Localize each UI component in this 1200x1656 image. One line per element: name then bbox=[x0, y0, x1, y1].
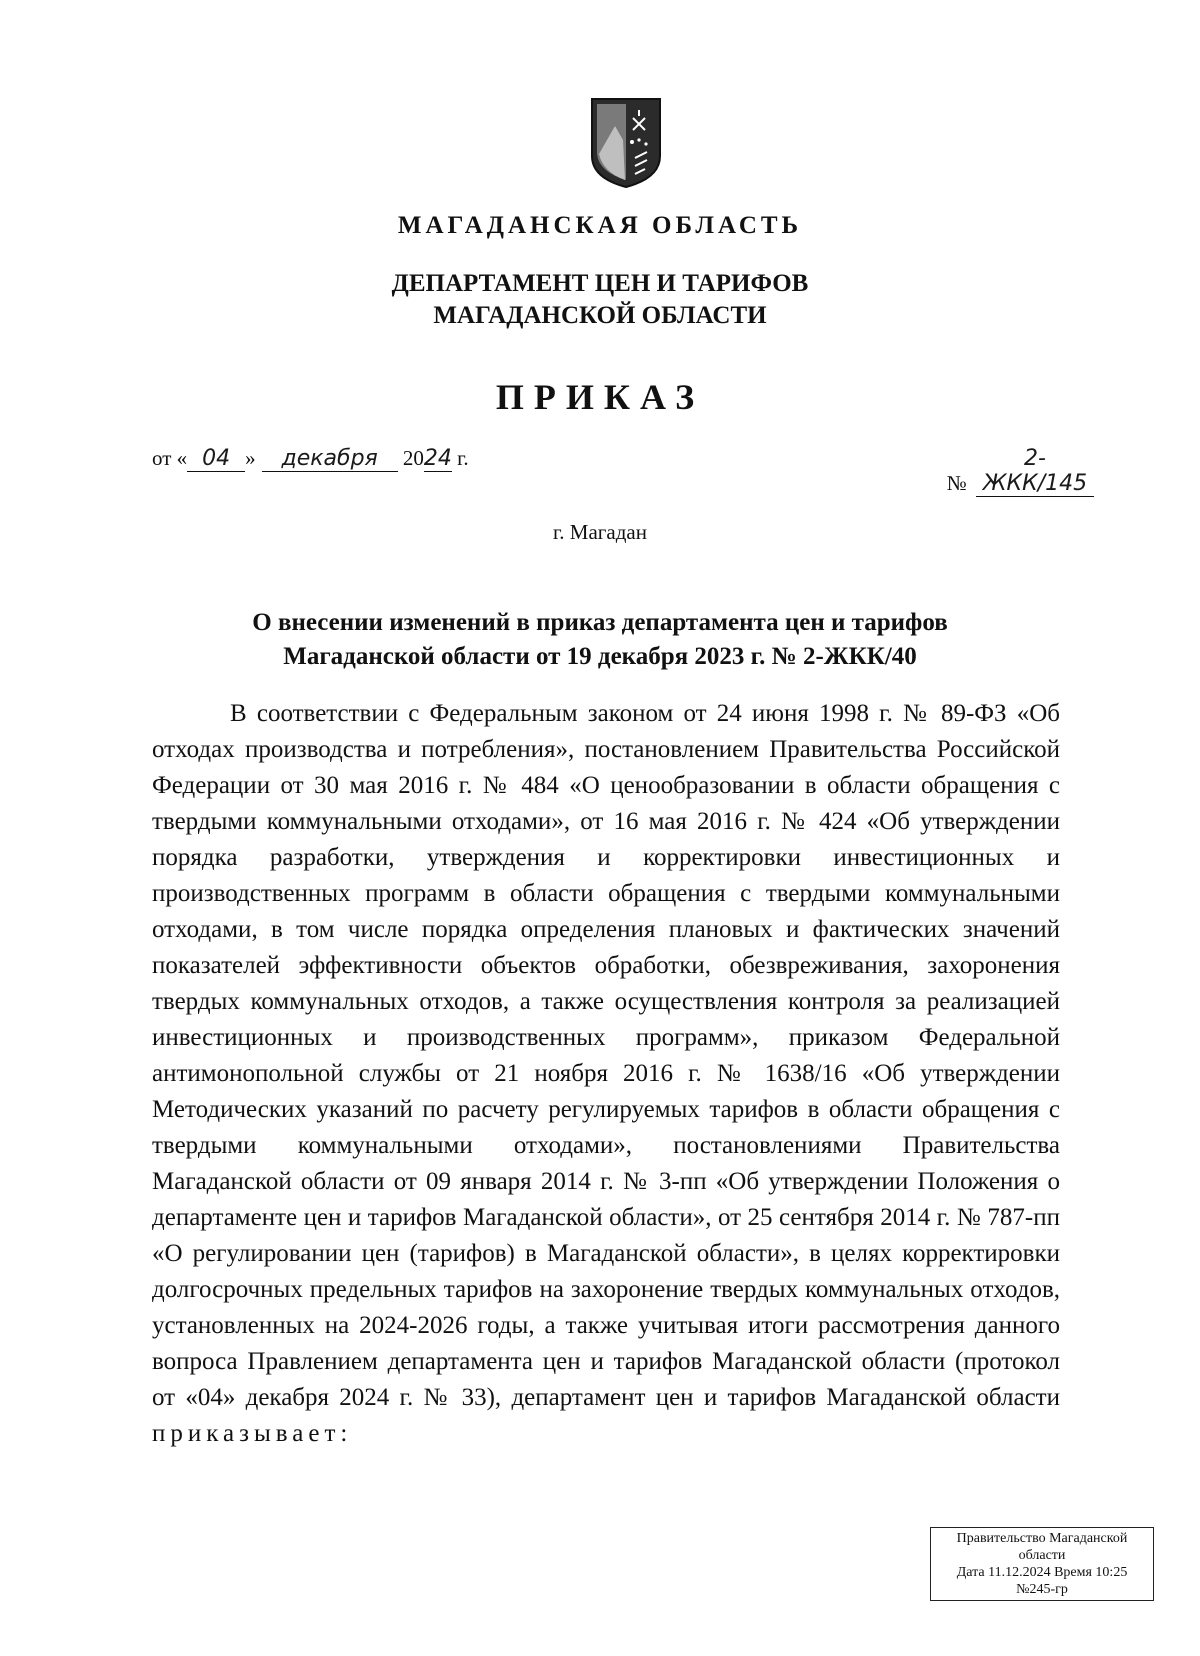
department-name bbox=[0, 268, 1200, 332]
date-line bbox=[152, 446, 469, 472]
body-paragraph-text: В соответствии с Федеральным законом от 24 июня 1998 г. № 89-ФЗ «Об отходах производства и потребления», постановлением Правительства Российской Федерации от 30 мая 2016 г. № 484 «О ценообразовании в области обращения с твердыми коммунальными отходами», от 16 мая 2016 г. № 424 «Об утверждении порядка разработки, утверждения и корректировки инвестиционных и производственных программ в области обращения с твердыми коммунальными отходами, в том числе порядка определения плановых и фактических значений показателей эффективности объектов обработки, обезвреживания, захоронения твердых коммунальных отходов, а также осуществления контроля за реализацией инвестиционных и производственных программ», приказом Федеральной антимонопольной службы от 21 ноября 2016 г. № 1638/16 «Об утверждении Методических указаний по расчету регулируемых тарифов в области обращения с твердыми коммунальными отходами», постановлениями Правительства Магаданской области от 09 января 2014 г. № 3-пп «Об утверждении Положения о департаменте цен и тарифов Магаданской области», от 25 сентября 2014 г. № 787-пп «О регулировании цен (тарифов) в Магаданской области», в целях корректировки долгосрочных предельных тарифов на захоронение твердых коммунальных отходов, установленных на 2024-2026 годы, а также учитывая итоги рассмотрения данного вопроса Правлением департамента цен и тарифов Магаданской области (протокол от «04» декабря 2024 г. № 33), департамент цен и тарифов Магаданской области bbox=[152, 700, 1060, 1411]
document-subject bbox=[150, 606, 1050, 674]
document-number-line bbox=[947, 446, 1094, 497]
date-year-prefix: 20 bbox=[402, 446, 424, 470]
stamp-line3: Дата 11.12.2024 Время 10:25 bbox=[956, 1565, 1128, 1580]
document-number: 2-ЖКК/145 bbox=[976, 446, 1094, 497]
stamp-line2: области bbox=[1018, 1548, 1066, 1563]
date-suffix: г. bbox=[451, 446, 469, 470]
date-quote-close: » bbox=[245, 446, 256, 470]
registration-stamp bbox=[930, 1527, 1154, 1601]
stamp-line1: Правительство Магаданской bbox=[956, 1531, 1128, 1546]
city-line: г. Магадан bbox=[553, 520, 647, 544]
date-prefix: от « bbox=[152, 446, 188, 470]
body-paragraph bbox=[152, 696, 1060, 1452]
date-month: декабря bbox=[262, 446, 398, 472]
coat-of-arms-icon bbox=[589, 96, 663, 190]
department-name-line1: ДЕПАРТАМЕНТ ЦЕН И ТАРИФОВ bbox=[391, 270, 809, 297]
date-day: 04 bbox=[187, 446, 245, 472]
document-type-title: ПРИКАЗ bbox=[495, 377, 705, 417]
region-title: МАГАДАНСКАЯ ОБЛАСТЬ bbox=[397, 212, 803, 239]
subject-line2: Магаданской области от 19 декабря 2023 г. № 2-ЖКК/40 bbox=[283, 643, 917, 670]
order-word: приказывает: bbox=[152, 1420, 353, 1447]
date-year-suffix: 24 bbox=[423, 446, 452, 471]
number-sign: № bbox=[946, 471, 967, 495]
subject-line1: О внесении изменений в приказ департамента цен и тарифов bbox=[252, 609, 948, 636]
stamp-line4: №245-гр bbox=[1016, 1582, 1068, 1597]
department-name-line2: МАГАДАНСКОЙ ОБЛАСТИ bbox=[433, 302, 767, 329]
